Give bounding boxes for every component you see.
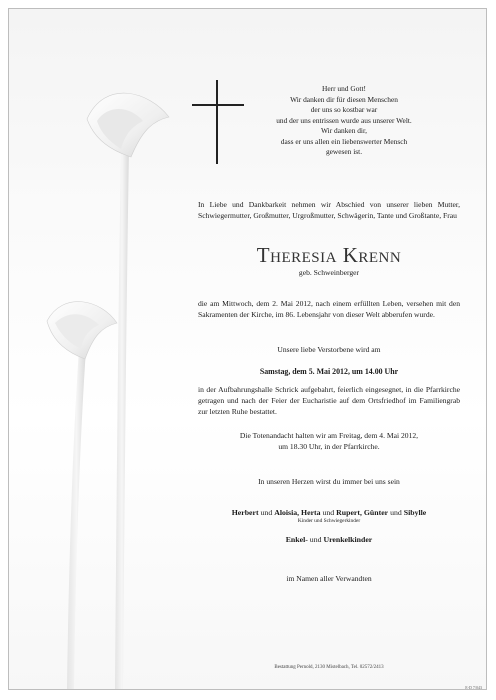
grandchildren [198, 534, 460, 545]
cross-icon [192, 80, 244, 164]
calla-lily-illustration [9, 9, 209, 689]
vigil-text [198, 431, 460, 453]
family-joiner: und [260, 508, 273, 517]
funeral-date: Samstag, dem 5. Mai 2012, um 14.00 Uhr [259, 367, 399, 376]
death-text: die am Mittwoch, dem 2. Mai 2012, nach einem erfüllten Leben, versehen mit den Sakramenten der Kirche, im 86. Lebensjahr von dieser Welt abberufen wurde. [198, 299, 460, 319]
prayer-poem [262, 84, 426, 158]
poem-line: Herr und Gott! [322, 84, 366, 93]
family-joiner: und [390, 508, 402, 517]
relatives-text: im Namen aller Verwandten [286, 574, 372, 583]
grandkids-label: Urenkelkinder [323, 535, 373, 544]
vigil-line: um 18.30 Uhr, in der Pfarrkirche. [278, 441, 380, 451]
poem-line: Wir danken dir für diesen Menschen [290, 94, 398, 104]
family-joiner: und [322, 508, 335, 517]
document-code: E-D 7/043 [465, 685, 482, 690]
family-name: Sibylle [403, 508, 427, 517]
poem-line: Wir danken dir, [321, 126, 367, 136]
deceased-name: Theresia Krenn [256, 243, 402, 267]
family-subtitle: Kinder und Schwiegerkinder [297, 518, 361, 524]
poem-line: dass er uns allen ein liebenswerter Mensch [280, 136, 408, 146]
poem-line: der uns so kostbar war [310, 105, 378, 115]
poem-line: und der uns entrissen wurde aus unserer Welt. [276, 115, 412, 125]
birth-name: geb. Schweinberger [298, 268, 360, 277]
grandkids-label: Enkel- [285, 535, 308, 544]
intro-text: In Liebe und Dankbarkeit nehmen wir Abschied von unserer lieben Mutter, Schwiegermutter, Großmutter, Urgroßmutter, Schwägerin, Tante und Großtante, Frau [198, 200, 460, 220]
family-name: Aloisia, Herta [274, 508, 321, 517]
family-name: Rupert, Günter [336, 508, 389, 517]
funeral-home-footer: Bestattung Pernold, 2130 Mistelbach, Tel. 02572/2413 [274, 665, 384, 670]
farewell-text: Unsere liebe Verstorbene wird am [277, 345, 381, 354]
grandkids-joiner: und [309, 535, 322, 544]
memory-text: In unseren Herzen wirst du immer bei uns sein [258, 477, 400, 486]
vigil-line: Die Totenandacht halten wir am Freitag, dem 4. Mai 2012, [239, 431, 419, 440]
poem-line: gewesen ist. [325, 147, 363, 157]
burial-text: in der Aufbahrungshalle Schrick aufgebahrt, feierlich eingesegnet, in die Pfarrkirche getragen und nach der Feier der Eucharistie auf dem Ortsfriedhof im Familiengrab zur letzten Ruhe bestattet. [198, 385, 460, 416]
family-name: Herbert [231, 508, 259, 517]
family-names [198, 507, 460, 518]
